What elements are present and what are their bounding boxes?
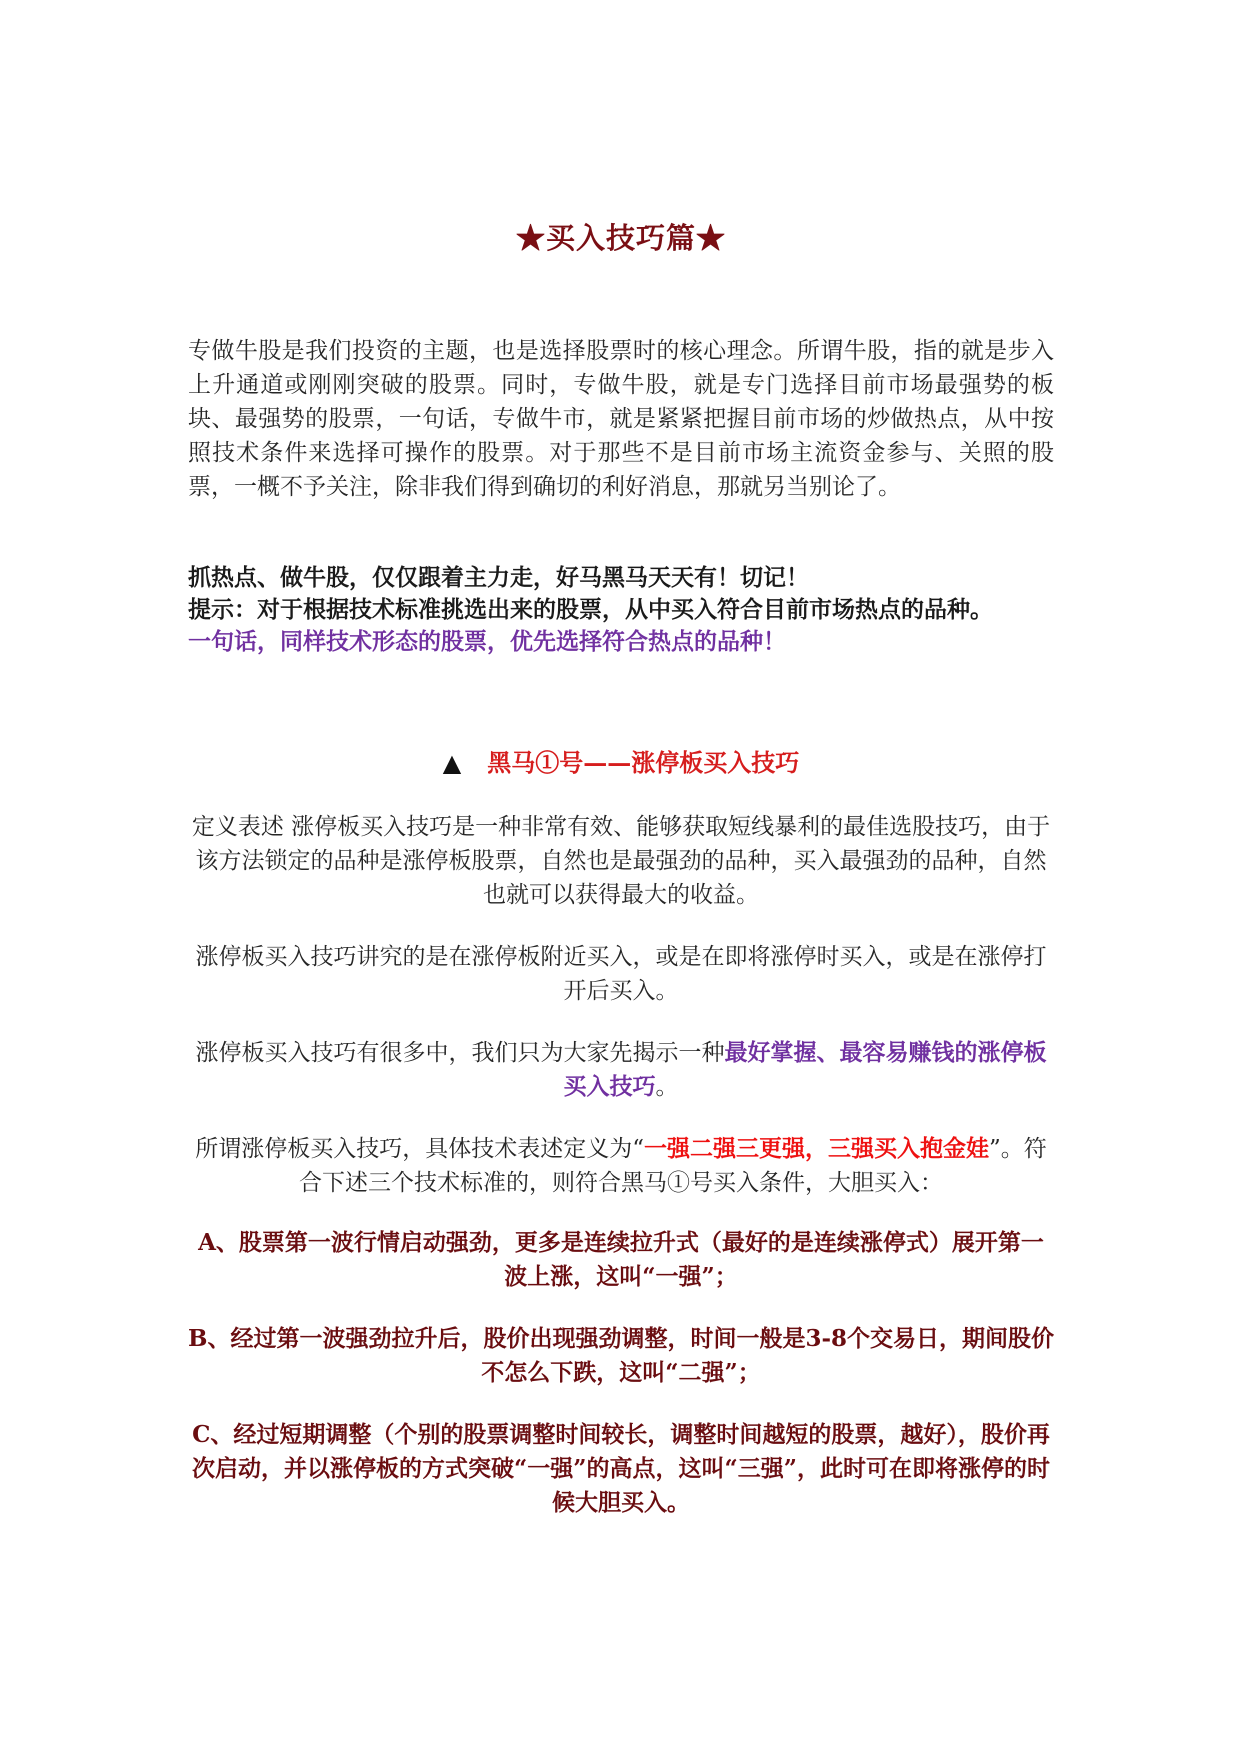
definition-paragraph: 定义表述 涨停板买入技巧是一种非常有效、能够获取短线暴利的最佳选股技巧，由于该方法锁定的品种是涨停板股票，自然也是最强劲的品种，买入最强劲的品种，自然也就可以获得最大的收益。	[191, 814, 1051, 908]
limit-up-paragraph-3	[188, 1132, 1054, 1200]
limit-up-paragraph-3-emphasis: 一强二强三更强，三强买入抱金娃	[644, 1135, 989, 1162]
slogan-line: 抓热点、做牛股，仅仅跟着主力走，好马黑马天天有！切记！	[188, 564, 809, 591]
limit-up-paragraph-3-prefix: 所谓涨停板买入技巧，具体技术表述定义为“	[195, 1136, 644, 1162]
limit-up-paragraph-2-suffix: 。	[655, 1074, 679, 1100]
limit-up-paragraph-2	[188, 1036, 1054, 1104]
triangle-icon: ▲	[442, 748, 462, 777]
highlight-line: 一句话，同样技术形态的股票，优先选择符合热点的品种！	[188, 628, 786, 655]
condition-b: B、经过第一波强劲拉升后，股价出现强劲调整，时间一般是3-8个交易日，期间股价不怎么下跌，这叫“二强”；	[188, 1325, 1054, 1386]
tip-line: 提示：对于根据技术标准挑选出来的股票，从中买入符合目前市场热点的品种。	[188, 596, 993, 623]
page-title: ★买入技巧篇★	[515, 221, 726, 255]
section-heading-text: 黑马①号——涨停板买入技巧	[487, 748, 800, 777]
limit-up-paragraph-2-prefix: 涨停板买入技巧有很多中，我们只为大家先揭示一种	[195, 1040, 725, 1066]
condition-a: A、股票第一波行情启动强劲，更多是连续拉升式（最好的是连续涨停式）展开第一波上涨，这叫“一强”；	[198, 1229, 1044, 1290]
limit-up-paragraph-1: 涨停板买入技巧讲究的是在涨停板附近买入，或是在即将涨停时买入，或是在涨停打开后买入。	[195, 944, 1047, 1004]
intro-paragraph: 专做牛股是我们投资的主题，也是选择股票时的核心理念。所谓牛股，指的就是步入上升通道或刚刚突破的股票。同时，专做牛股，就是专门选择目前市场最强势的板块、最强势的股票，一句话，专做牛市，就是紧紧把握目前市场的炒做热点，从中按照技术条件来选择可操作的股票。对于那些不是目前市场主流资金参与、关照的股票，一概不予关注，除非我们得到确切的利好消息，那就另当别论了。	[188, 338, 1054, 500]
limit-up-paragraph-3-suffix: ”。符合下述三个技术标准的，则符合黑马①号买入条件，大胆买入：	[299, 1136, 1047, 1196]
limit-up-paragraph-2-emphasis: 最好掌握、最容易赚钱的涨停板买入技巧	[563, 1039, 1047, 1100]
section-heading	[188, 745, 1054, 781]
condition-c: C、经过短期调整（个别的股票调整时间较长，调整时间越短的股票，越好），股价再次启动，并以涨停板的方式突破“一强”的高点，这叫“三强”，此时可在即将涨停的时候大胆买入。	[192, 1421, 1050, 1516]
